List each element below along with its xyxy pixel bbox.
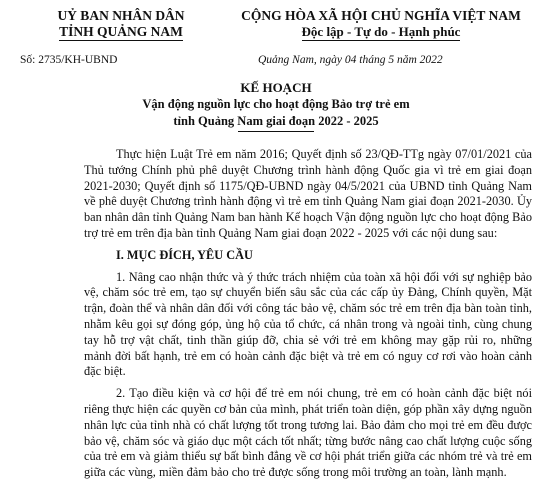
intro-paragraph: Thực hiện Luật Trẻ em năm 2016; Quyết định số 23/QĐ-TTg ngày 07/01/2021 của Thủ tướng Chính phủ phê duyệt Chương trình hành động Quốc gia vì trẻ em giai đoạn 2021-2030; Quyết định số 1175/QĐ-UBND ngày 04/5/2021 của UBND tỉnh Quảng Nam về phê duyệt Chương trình hành động vì trẻ em tỉnh Quảng Nam giai đoạn 2021-2030. Ủy ban nhân dân tỉnh Quảng Nam ban hành Kế hoạch Vận động nguồn lực cho hoạt động Bảo trợ trẻ em trên địa bàn tỉnh Quảng Nam giai đoạn 2022 - 2025 với các nội dung sau: <box>84 147 532 240</box>
authority-line-2: TỈNH QUẢNG NAM <box>59 24 183 39</box>
document-subject-line-2: tỉnh Quảng Nam giai đoạn 2022 - 2025 <box>173 114 379 128</box>
section-heading: I. MỤC ĐÍCH, YÊU CẦU <box>116 247 253 262</box>
issuing-authority <box>36 8 206 41</box>
title-underline <box>238 131 314 132</box>
document-body <box>84 147 532 481</box>
national-header <box>216 8 546 41</box>
paragraph-2: 2. Tạo điều kiện và cơ hội để trẻ em nói chung, trẻ em có hoàn cảnh đặc biệt nói riêng thực hiện các quyền cơ bản của mình, phát triển toàn diện, góp phần xây dựng nguồn nhân lực của tỉnh nhà có chất lượng tốt trong tương lai. Bảo đảm cho mọi trẻ em đều được bảo vệ, chăm sóc và giáo dục một cách tốt nhất; từng bước nâng cao chất lượng cuộc sống của trẻ em và giảm thiểu sự bất bình đẳng về cơ hội phát triển giữa các nhóm trẻ và trẻ em giữa các vùng, miền đảm bảo cho trẻ được sống trong môi trường an toàn, lành mạnh. <box>84 386 532 480</box>
document-subject-line-1: Vận động nguồn lực cho hoạt động Bảo trợ trẻ em <box>142 97 410 111</box>
document-type-title: KẾ HOẠCH <box>240 80 312 95</box>
national-motto: Độc lập - Tự do - Hạnh phúc <box>301 24 461 39</box>
nation-name: CỘNG HÒA XÃ HỘI CHỦ NGHĨA VIỆT NAM <box>241 8 521 23</box>
paragraph-1: 1. Nâng cao nhận thức và ý thức trách nhiệm của toàn xã hội đối với sự nghiệp bảo vệ, chăm sóc trẻ em, tạo sự chuyển biến sâu sắc của các cấp ủy Đảng, Chính quyền, Mặt trận, đoàn thể và nhân dân đối với công tác bảo vệ, chăm sóc trẻ em trên địa bàn toàn tỉnh, nhằm kêu gọi sự đóng góp, ủng hộ của tổ chức, cá nhân trong và ngoài tỉnh, cùng chung tay hỗ trợ vật chất, tinh thần giúp đỡ, chia sẻ với trẻ em không may gặp rủi ro, những mảnh đời bất hạnh, trẻ em có hoàn cảnh đặc biệt và trẻ em có nguy cơ rơi vào hoàn cảnh đặc biệt. <box>84 269 532 379</box>
authority-line-1: UỶ BAN NHÂN DÂN <box>57 8 185 23</box>
document-number: Số: 2735/KH-UBND <box>20 54 118 66</box>
issue-date: Quảng Nam, ngày 04 tháng 5 năm 2022 <box>258 54 443 66</box>
